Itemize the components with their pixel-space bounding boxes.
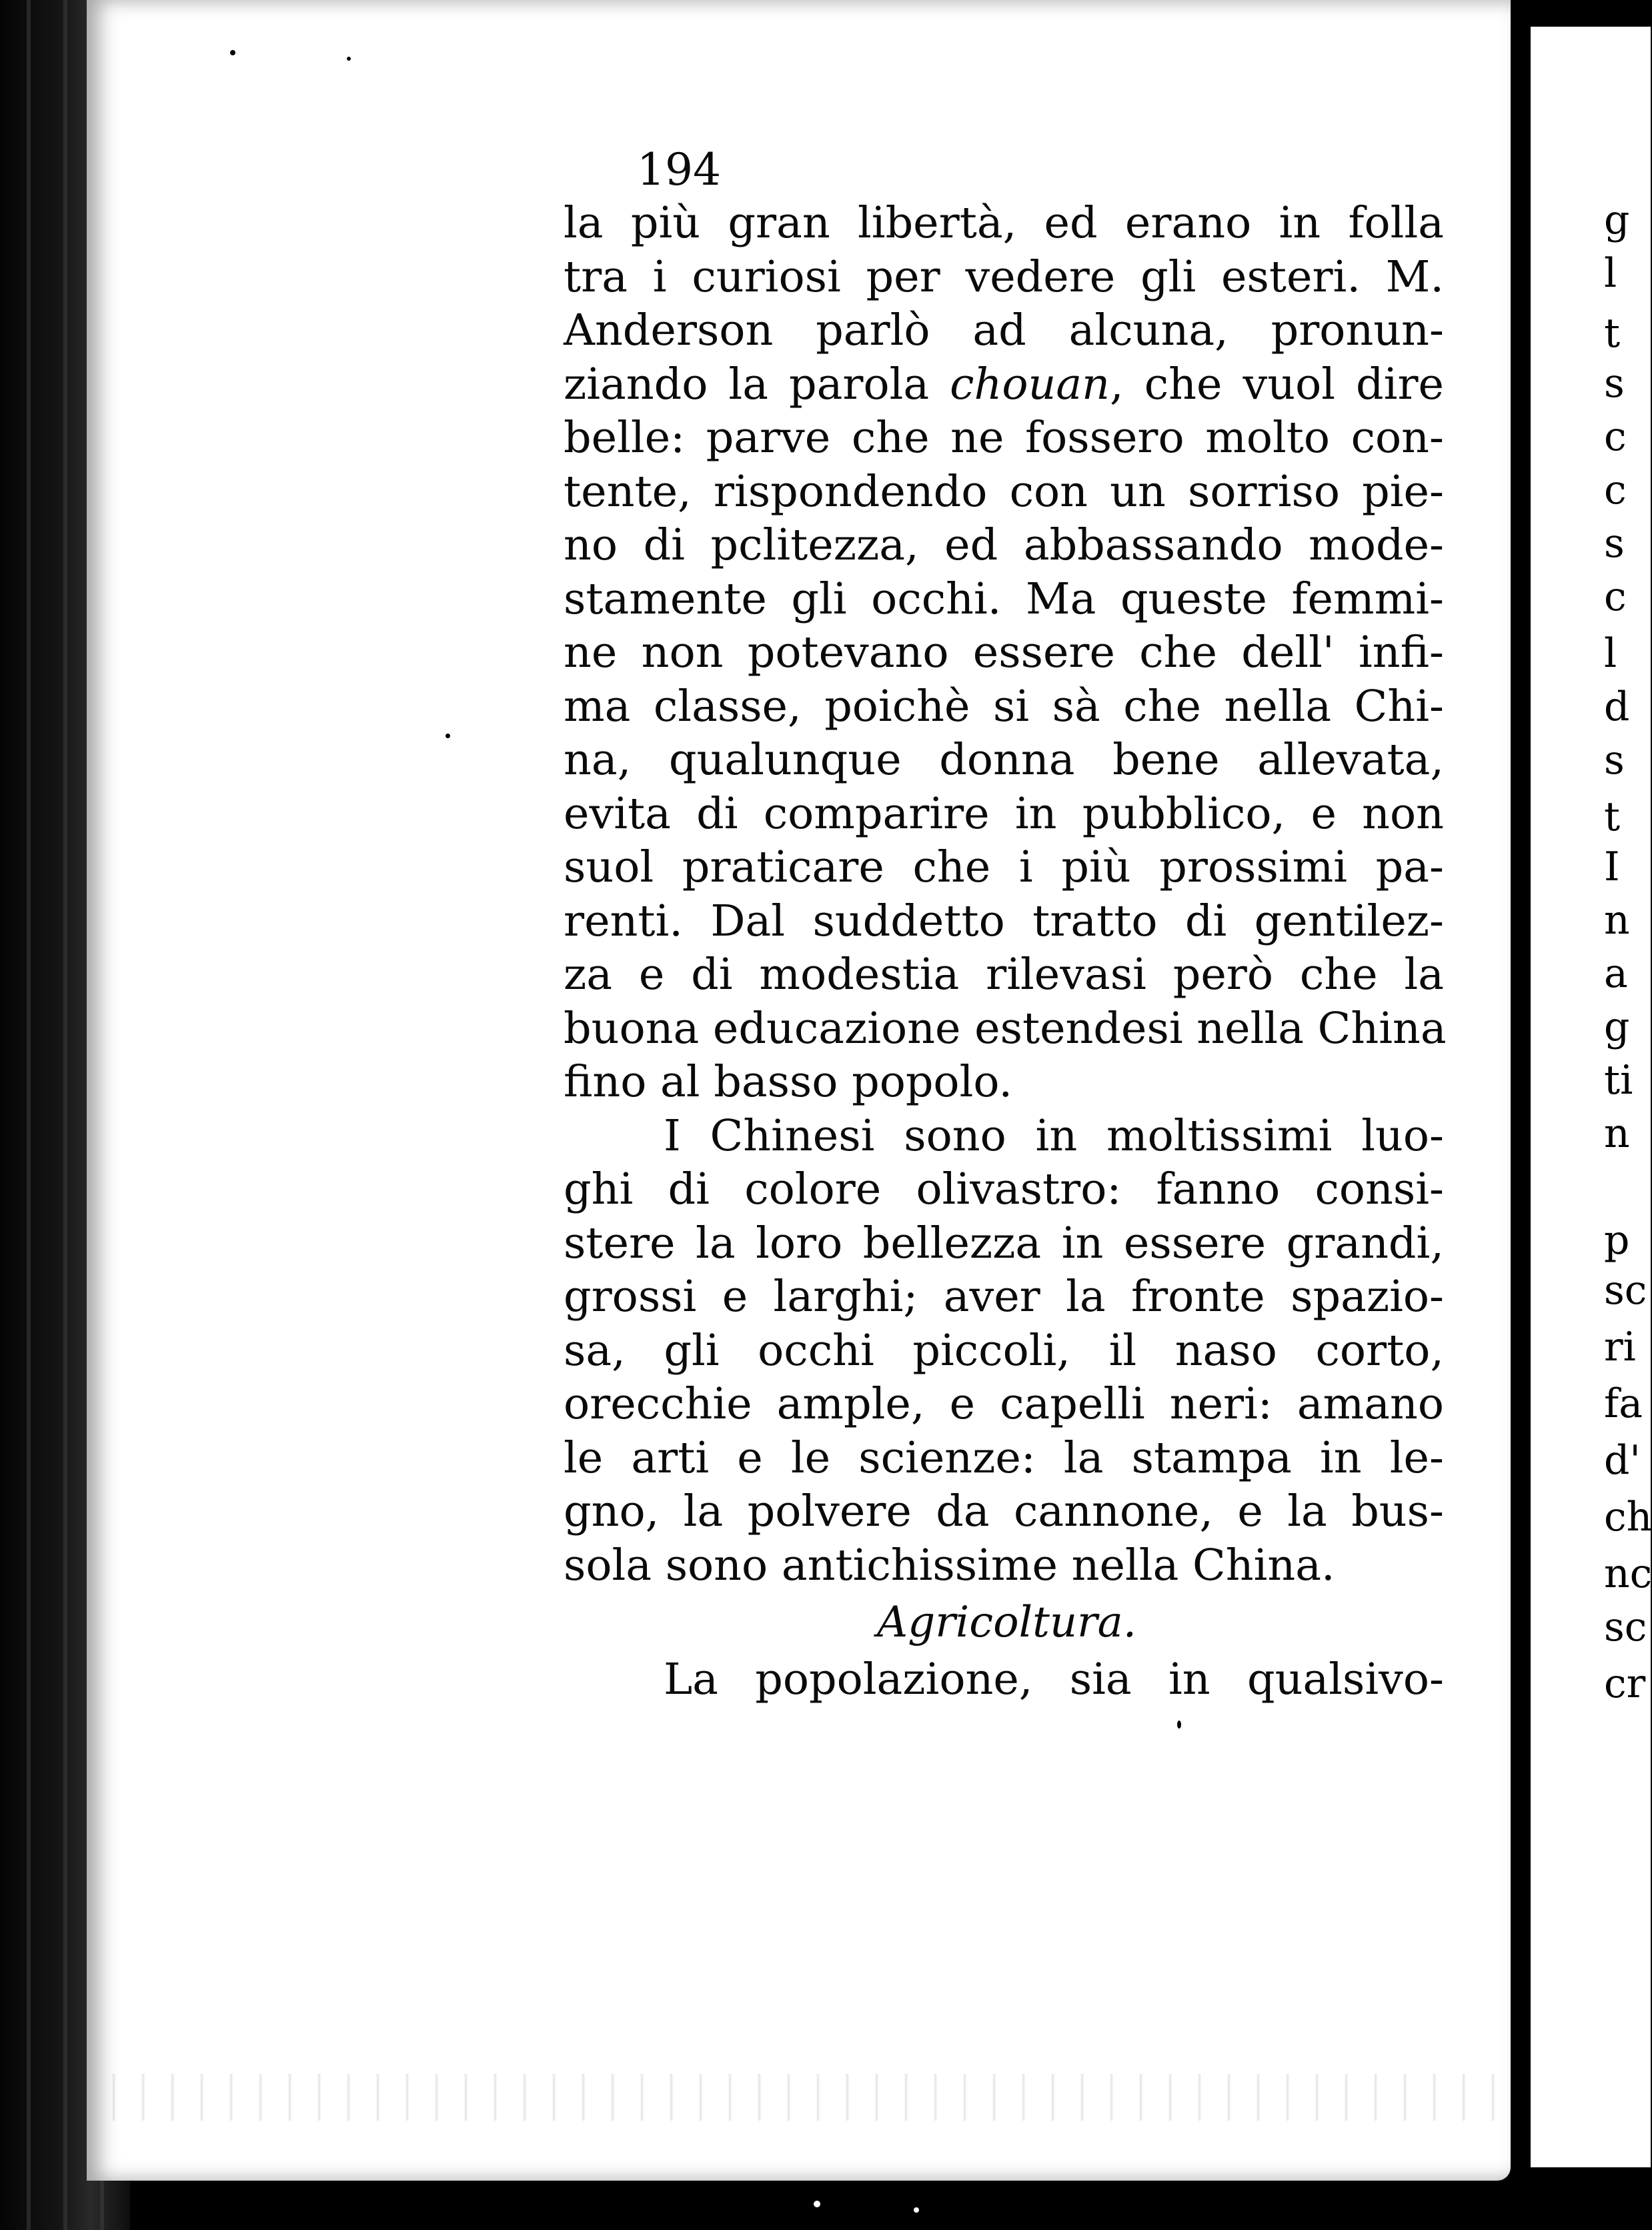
right-page-text-fragment: a [1604, 950, 1628, 997]
text-line: grossi e larghi; aver la fronte spazio- [564, 1272, 1444, 1322]
text-line: tra i curiosi per vedere gli esteri. M. [564, 251, 1444, 302]
right-page-text-fragment: n [1604, 897, 1630, 944]
text-fragment: ziando la parola [564, 359, 950, 409]
right-page-text-fragment: cr [1604, 1660, 1646, 1707]
right-page-text-fragment: g [1604, 197, 1630, 243]
text-line: sola sono antichissime nella China. [564, 1540, 1335, 1590]
right-page-text-fragment: fa [1604, 1380, 1643, 1427]
page-bottom-smudge [87, 2074, 1511, 2121]
text-line: buona educazione estendesi nella China [564, 1003, 1447, 1054]
right-page-text-fragment: c [1604, 467, 1627, 513]
text-line: orecchie ample, e capelli neri: amano [564, 1379, 1444, 1429]
binding-texture [63, 0, 67, 2230]
right-page-text-fragment: sc [1604, 1267, 1647, 1314]
right-page-text-fragment: s [1604, 737, 1625, 784]
binding-texture [27, 0, 31, 2230]
text-line: stere la loro bellezza in essere grandi, [564, 1218, 1444, 1268]
text-line: suol praticare che i più prossimi pa- [564, 842, 1444, 892]
text-line: no di pclitezza, ed abbassando mode- [564, 520, 1444, 570]
right-page-text-fragment: n [1604, 1110, 1630, 1157]
text-line: ma classe, poichè si sà che nella Chi- [564, 681, 1444, 732]
scan-speck [1177, 1721, 1181, 1729]
text-line [564, 358, 1444, 411]
section-heading: Agricoltura. [877, 1598, 1137, 1647]
text-line: ne non potevano essere che dell' infi- [564, 628, 1444, 678]
scan-speck [347, 57, 351, 61]
right-page-text-fragment: nc [1604, 1550, 1652, 1597]
scan-speck [230, 50, 235, 55]
right-page-text-fragment: d [1604, 684, 1630, 730]
right-page-text-fragment: ri [1604, 1324, 1636, 1370]
right-page-text-fragment: l [1604, 250, 1617, 297]
text-line: stamente gli occhi. Ma queste femmi- [564, 574, 1444, 624]
right-page-text-fragment: sc [1604, 1604, 1647, 1650]
text-line: na, qualunque donna bene allevata, [564, 735, 1444, 785]
text-line: tente, rispondendo con un sorriso pie- [564, 466, 1444, 517]
text-line: za e di modestia rilevasi però che la [564, 950, 1444, 1000]
italic-word: chouan [950, 359, 1110, 409]
text-line: belle: parve che ne fossero molto con- [564, 413, 1444, 463]
text-line: sa, gli occhi piccoli, il naso corto, [564, 1325, 1444, 1376]
text-fragment: , che vuol dire [1110, 359, 1444, 409]
right-page-text-fragment: s [1604, 360, 1625, 407]
right-page-text-fragment: s [1604, 520, 1625, 567]
right-page-text-fragment: ch [1604, 1494, 1652, 1540]
text-line: ghi di colore olivastro: fanno consi- [564, 1164, 1444, 1214]
right-page-text-fragment: c [1604, 413, 1627, 460]
text-line: le arti e le scienze: la stampa in le- [564, 1432, 1444, 1483]
scan-speck [914, 2207, 919, 2213]
page-number: 194 [637, 144, 721, 195]
right-page-text-fragment: c [1604, 574, 1627, 620]
right-page-text-fragment: l [1604, 630, 1617, 677]
text-line: Anderson parlò ad alcuna, pronun- [564, 305, 1444, 355]
right-page-text-fragment: d' [1604, 1437, 1641, 1484]
right-page-text-fragment: g [1604, 1004, 1630, 1050]
right-page-text-fragment: t [1604, 310, 1621, 357]
text-line: evita di comparire in pubblico, e non [564, 788, 1444, 839]
text-line: la più gran libertà, ed erano in folla [564, 198, 1444, 248]
text-line: La popolazione, sia in qualsivo- [664, 1654, 1444, 1705]
text-line: renti. Dal suddetto tratto di gentilez- [564, 896, 1444, 946]
right-page-text-fragment: I [1604, 844, 1620, 890]
text-line: fino al basso popolo. [564, 1057, 1013, 1107]
right-page-text-fragment: ti [1604, 1057, 1633, 1104]
right-page-edge [1531, 27, 1651, 2167]
scan-speck [814, 2201, 820, 2207]
text-line: gno, la polvere da cannone, e la bus- [564, 1486, 1444, 1536]
right-page-text-fragment: p [1604, 1217, 1630, 1264]
right-page-text-fragment: t [1604, 794, 1621, 840]
scan-speck [446, 734, 450, 738]
text-line: I Chinesi sono in moltissimi luo- [664, 1110, 1444, 1161]
